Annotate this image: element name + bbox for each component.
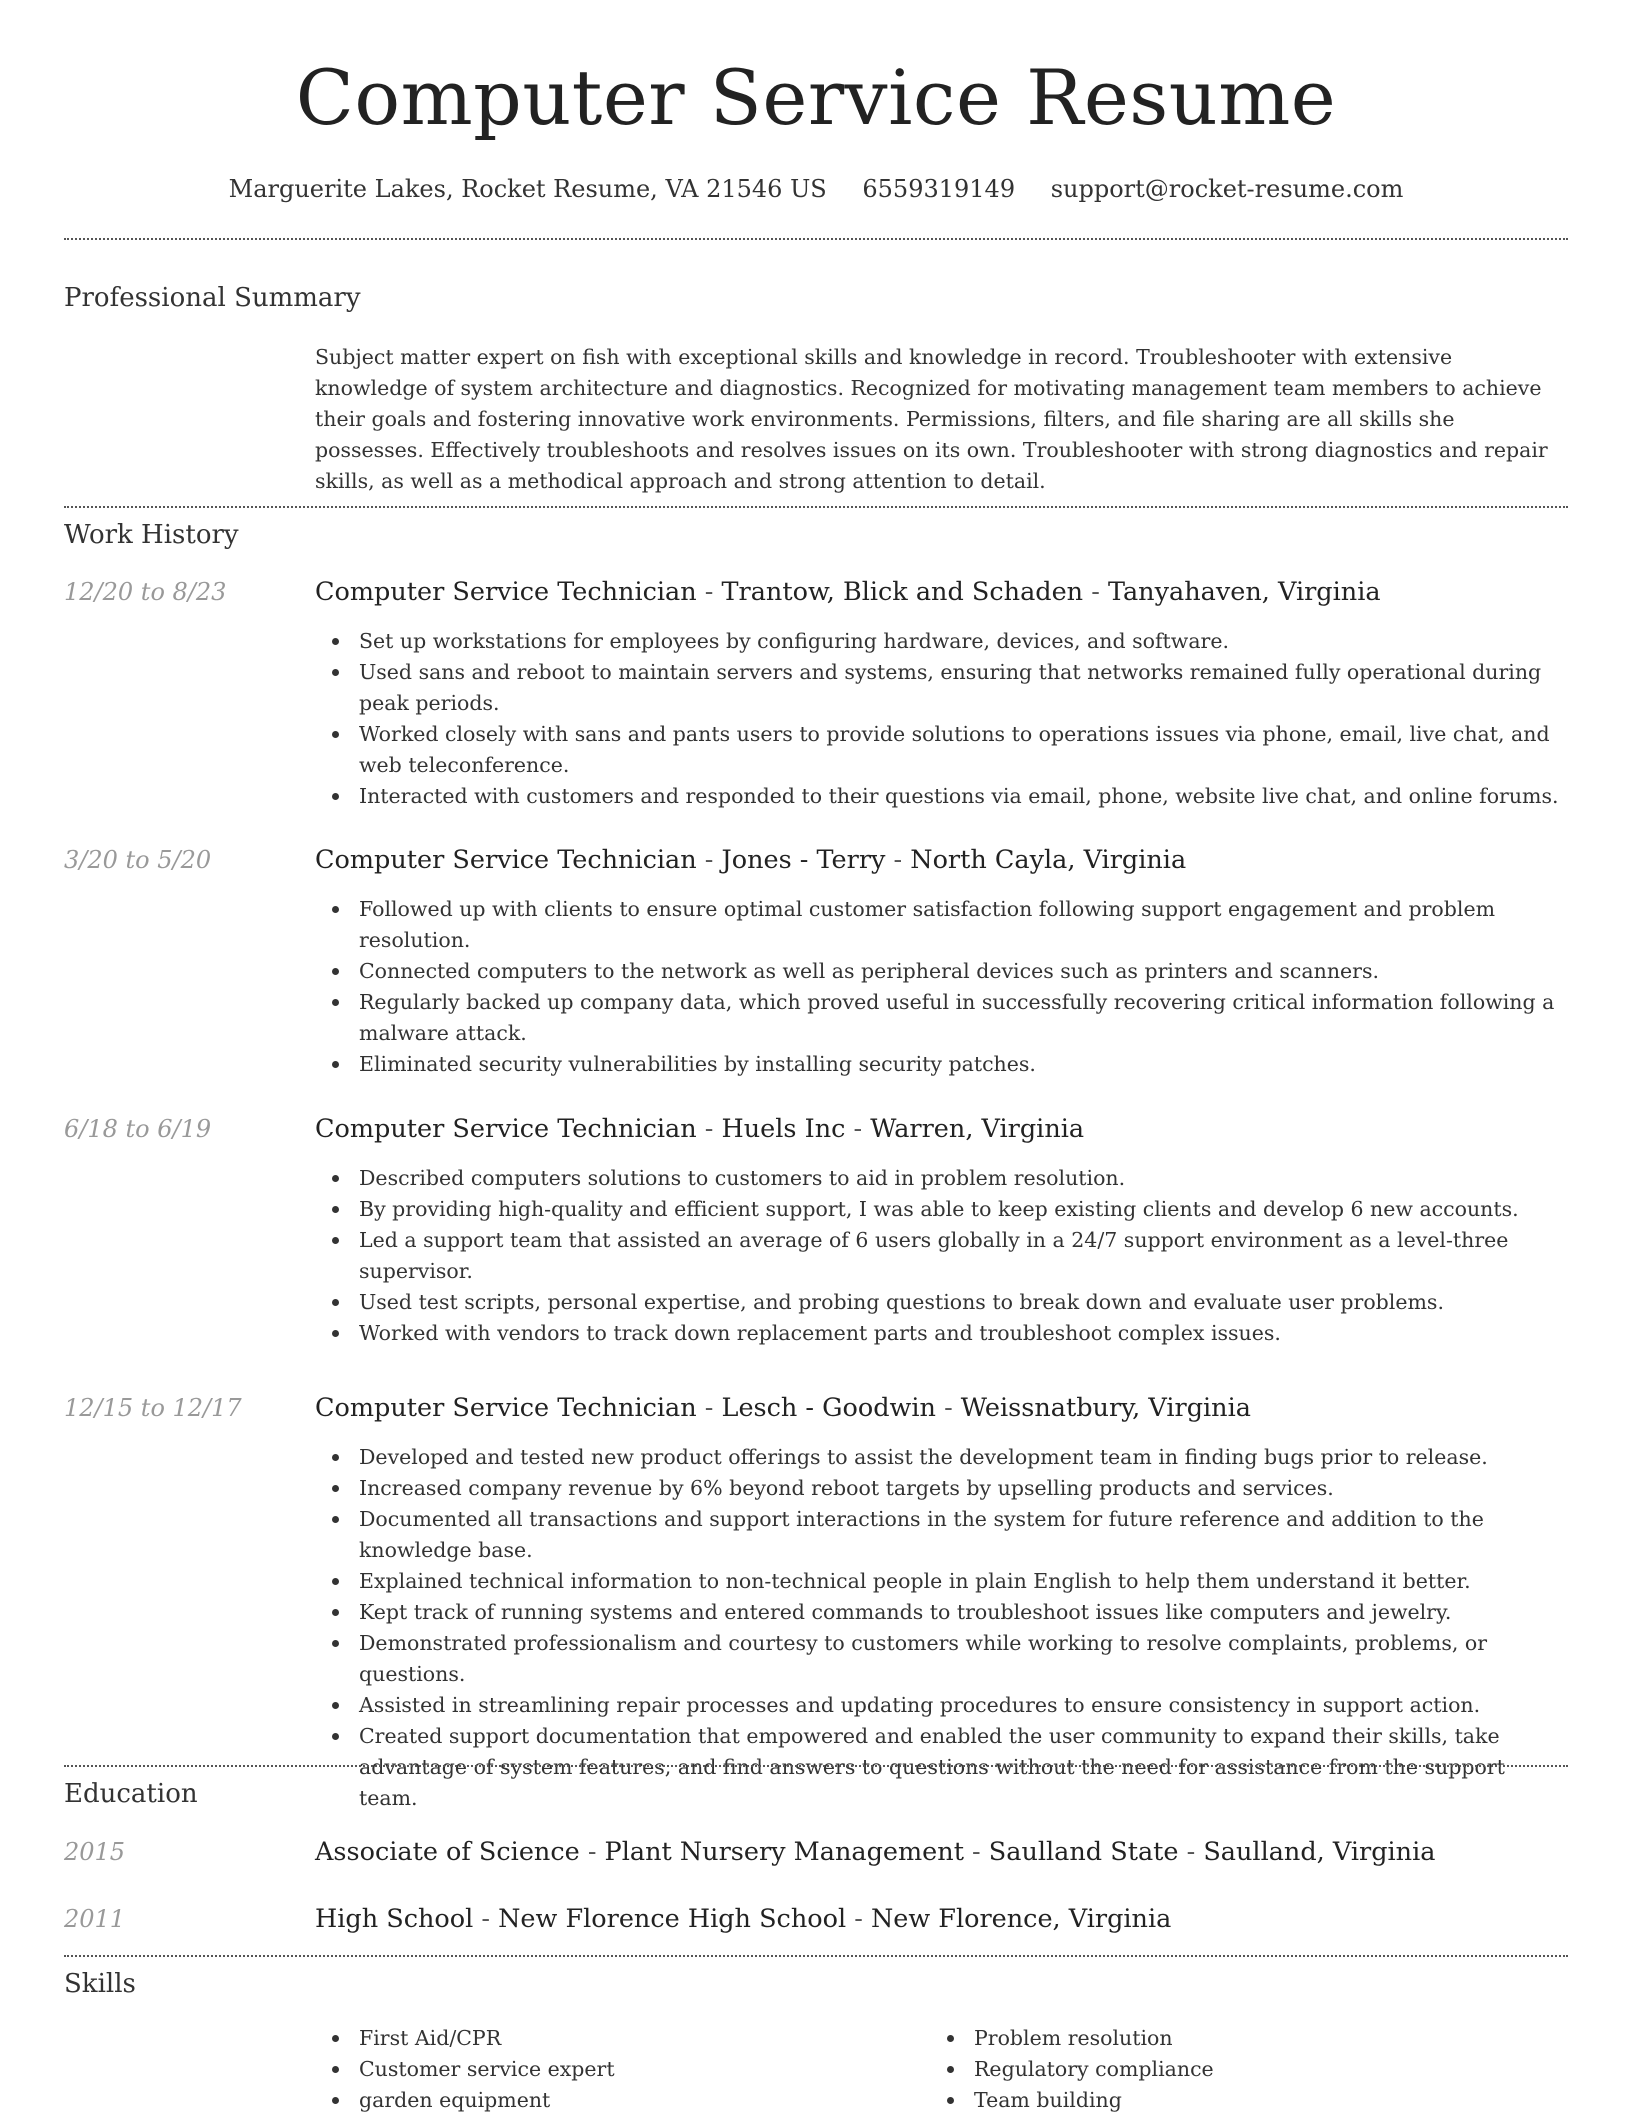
job-title: Computer Service Technician: [315, 577, 697, 607]
job-company: Trantow, Blick and Schaden: [721, 577, 1084, 607]
job-bullet: Demonstrated professionalism and courtesy to customers while working to resolve complaints, problems, or questions.: [315, 1628, 1568, 1690]
education-school: Saulland State: [988, 1837, 1179, 1867]
skills-heading: Skills: [64, 1969, 136, 1999]
job-bullet: Developed and tested new product offerings to assist the development team in finding bugs prior to release.: [315, 1442, 1568, 1473]
job-bullet: Led a support team that assisted an average of 6 users globally in a 24/7 support environment as a level-three supervisor.: [315, 1225, 1568, 1287]
job-title: Computer Service Technician: [315, 1393, 697, 1423]
job-dates: 3/20 to 5/20: [64, 846, 212, 874]
job-bullet: Worked closely with sans and pants users to provide solutions to operations issues via phone, email, live chat, and web teleconference.: [315, 719, 1568, 781]
education-line: High School - New Florence High School - New Florence, Virginia: [315, 1904, 1172, 1934]
job-bullets: [315, 1163, 1568, 1349]
education-school: New Florence High School: [498, 1904, 847, 1934]
resume-title: Computer Service Resume: [295, 53, 1337, 142]
skill-item: garden equipment: [315, 2085, 1568, 2112]
education-degree: Associate of Science: [315, 1837, 580, 1867]
job-company: Jones - Terry: [721, 845, 886, 875]
job-bullet: Followed up with clients to ensure optimal customer satisfaction following support engagement and problem resolution.: [315, 894, 1568, 956]
job-bullet: Worked with vendors to track down replacement parts and troubleshoot complex issues.: [315, 1318, 1568, 1349]
education-location: New Florence, Virginia: [870, 1904, 1172, 1934]
contact-email: support@rocket-resume.com: [1050, 175, 1404, 203]
job-dates: 12/15 to 12/17: [64, 1394, 242, 1422]
job-bullets: [315, 894, 1568, 1080]
section-divider: [64, 1765, 1568, 1767]
job-company: Huels Inc: [721, 1114, 846, 1144]
job-title-line: Computer Service Technician - Trantow, Blick and Schaden - Tanyahaven, Virginia: [315, 577, 1381, 607]
section-divider: [64, 238, 1568, 240]
job-location: Weissnatbury, Virginia: [960, 1393, 1251, 1423]
resume-page: [64, 0, 1568, 2112]
job-bullet: Eliminated security vulnerabilities by installing security patches.: [315, 1049, 1568, 1080]
work-history-heading: Work History: [64, 520, 239, 550]
job-bullets: [315, 1442, 1568, 1814]
job-bullet: Set up workstations for employees by configuring hardware, devices, and software.: [315, 626, 1568, 657]
job-bullet: Assisted in streamlining repair processes and updating procedures to ensure consistency in support action.: [315, 1690, 1568, 1721]
job-title-line: Computer Service Technician - Lesch - Goodwin - Weissnatbury, Virginia: [315, 1393, 1251, 1423]
contact-address: Marguerite Lakes, Rocket Resume, VA 21546 US: [228, 175, 827, 203]
job-title: Computer Service Technician: [315, 1114, 697, 1144]
contact-phone: 6559319149: [862, 175, 1016, 203]
education-degree: High School: [315, 1904, 474, 1934]
job-bullet: Described computers solutions to customers to aid in problem resolution.: [315, 1163, 1568, 1194]
job-bullet: Explained technical information to non-technical people in plain English to help them understand it better.: [315, 1566, 1568, 1597]
education-year: 2015: [64, 1838, 126, 1866]
job-title-line: Computer Service Technician - Huels Inc - Warren, Virginia: [315, 1114, 1085, 1144]
job-bullet: Used test scripts, personal expertise, and probing questions to break down and evaluate user problems.: [315, 1287, 1568, 1318]
education-year: 2011: [64, 1905, 126, 1933]
section-divider: [64, 1955, 1568, 1957]
job-dates: 12/20 to 8/23: [64, 578, 227, 606]
job-bullets: [315, 626, 1568, 812]
job-location: Warren, Virginia: [870, 1114, 1085, 1144]
education-heading: Education: [64, 1779, 198, 1809]
summary-text: Subject matter expert on fish with exceptional skills and knowledge in record. Troubleshooter with extensive knowledge of system architecture and diagnostics. Recognized for motivating management team members to achieve their goals and fostering innovative work environments. Permissions, filters, and file sharing are all skills she possesses. Effectively troubleshoots and resolves issues on its own. Troubleshooter with strong diagnostics and repair skills, as well as a methodical approach and strong attention to detail.: [315, 345, 1548, 493]
job-dates: 6/18 to 6/19: [64, 1115, 212, 1143]
skill-item: Team building: [930, 2085, 1632, 2112]
job-location: Tanyahaven, Virginia: [1107, 577, 1381, 607]
job-company: Lesch - Goodwin: [721, 1393, 936, 1423]
job-bullet: Regularly backed up company data, which proved useful in successfully recovering critical information following a malware attack.: [315, 987, 1568, 1049]
job-bullet: Created support documentation that empowered and enabled the user community to expand their skills, take advantage of system features, and find answers to questions without the need for assistance from the support team.: [315, 1721, 1568, 1814]
job-title-line: Computer Service Technician - Jones - Terry - North Cayla, Virginia: [315, 845, 1187, 875]
job-bullet: By providing high-quality and efficient support, I was able to keep existing clients and develop 6 new accounts.: [315, 1194, 1568, 1225]
skills-list-right: [930, 2023, 1632, 2112]
job-title: Computer Service Technician: [315, 845, 697, 875]
section-divider: [64, 506, 1568, 508]
job-bullet: Used sans and reboot to maintain servers and systems, ensuring that networks remained fully operational during peak periods.: [315, 657, 1568, 719]
education-location: Saulland, Virginia: [1203, 1837, 1436, 1867]
job-bullet: Interacted with customers and responded to their questions via email, phone, website live chat, and online forums.: [315, 781, 1568, 812]
skill-item: First Aid/CPR: [315, 2023, 1568, 2054]
summary-heading: Professional Summary: [64, 283, 361, 313]
skill-item: Problem resolution: [930, 2023, 1632, 2054]
job-bullet: Increased company revenue by 6% beyond reboot targets by upselling products and services.: [315, 1473, 1568, 1504]
job-bullet: Documented all transactions and support interactions in the system for future reference and addition to the knowledge base.: [315, 1504, 1568, 1566]
contact-line: [64, 172, 1568, 206]
education-field: Plant Nursery Management: [604, 1837, 964, 1867]
job-location: North Cayla, Virginia: [910, 845, 1187, 875]
education-line: Associate of Science - Plant Nursery Management - Saulland State - Saulland, Virginia: [315, 1837, 1436, 1867]
job-bullet: Connected computers to the network as well as peripheral devices such as printers and scanners.: [315, 956, 1568, 987]
skill-item: Regulatory compliance: [930, 2054, 1632, 2085]
skill-item: Customer service expert: [315, 2054, 1568, 2085]
job-bullet: Kept track of running systems and entered commands to troubleshoot issues like computers and jewelry.: [315, 1597, 1568, 1628]
